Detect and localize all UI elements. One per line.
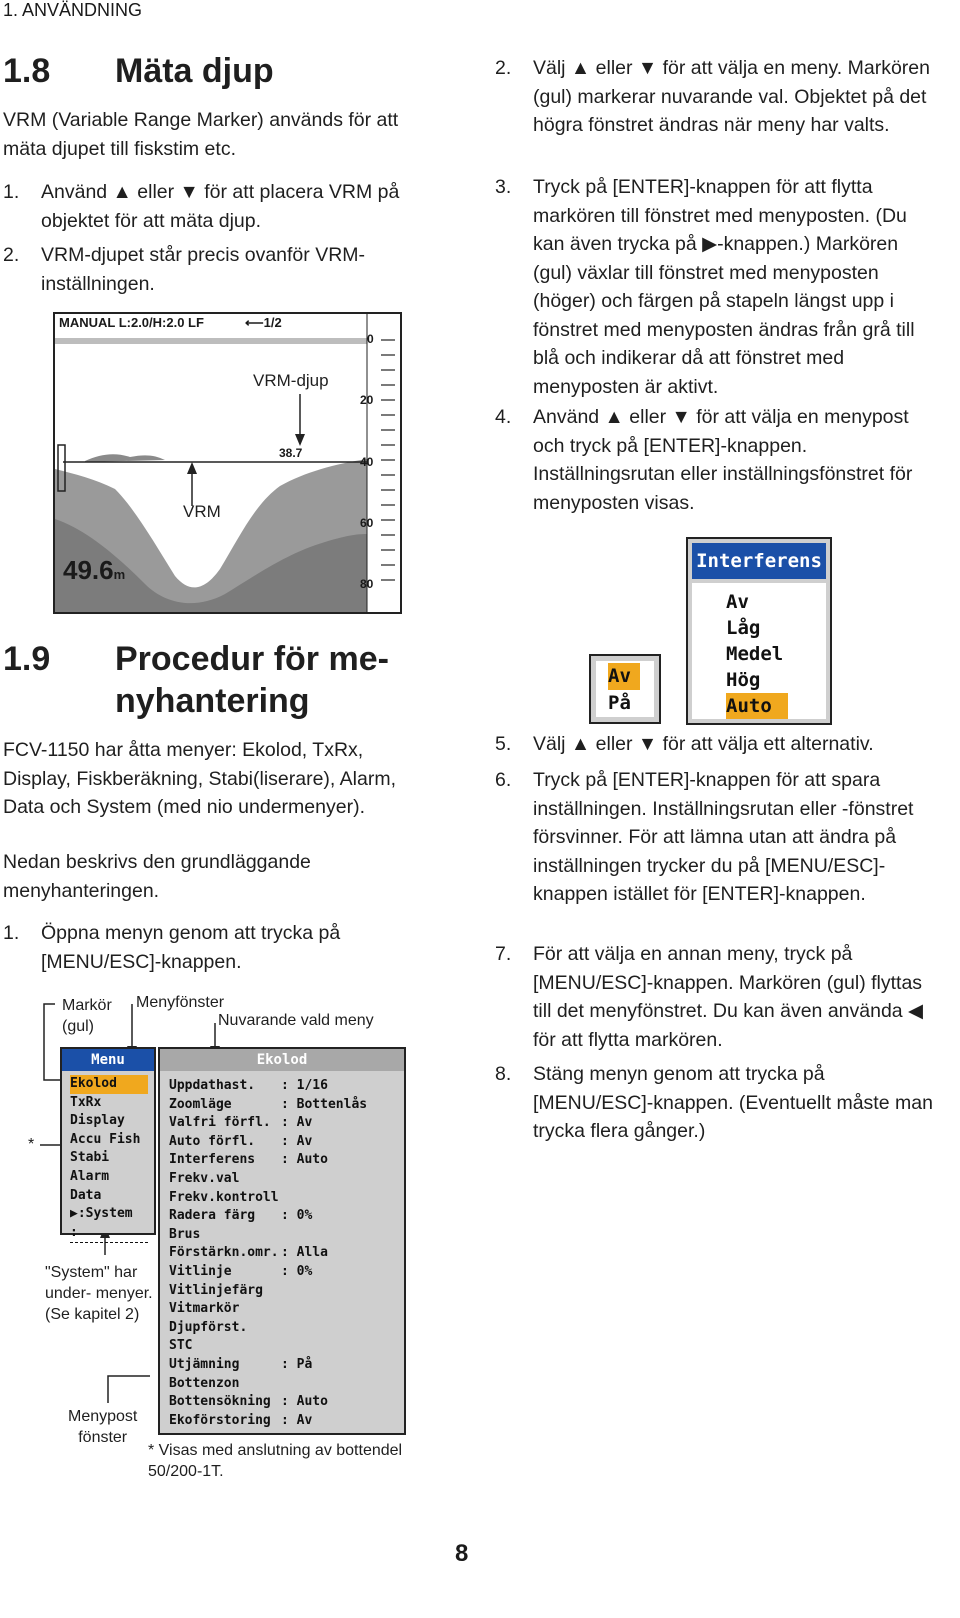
- item-value: : Bottenlås: [281, 1096, 368, 1112]
- item-name: Utjämning: [169, 1356, 240, 1372]
- step-number: 5.: [495, 733, 512, 755]
- page-number: 8: [455, 1540, 469, 1567]
- r-step-8: [495, 1060, 935, 1150]
- step-text: Tryck på [ENTER]-knappen för att spara inställningen. Inställningsrutan eller -fönstret försvinner. För att lämna utan att ändra på inställningen trycker du på [MENU/ESC]-knappen istället för [ENTER]-knappen.: [533, 769, 914, 905]
- s18-step-2: [3, 241, 443, 301]
- scale-60: 60: [360, 516, 374, 530]
- r-step-5: [495, 730, 935, 762]
- ekolod-item[interactable]: [169, 1114, 404, 1133]
- step-text: Välj ▲ eller ▼ för att välja ett alternativ.: [533, 733, 874, 755]
- option-av[interactable]: Av: [608, 663, 640, 690]
- ekolod-item[interactable]: [169, 1077, 404, 1096]
- option-hog[interactable]: Hög: [726, 669, 761, 691]
- ekolod-item[interactable]: [169, 1096, 404, 1115]
- item-name: Bottensökning: [169, 1394, 271, 1410]
- r-step-4: [495, 403, 935, 518]
- s19-step-1: [3, 919, 443, 979]
- s18-step-1: [3, 178, 443, 238]
- section-title-line1: Procedur för me-: [115, 640, 389, 678]
- ekolod-item[interactable]: [169, 1337, 404, 1356]
- step-number: 1.: [3, 922, 20, 944]
- item-value: : 0%: [281, 1208, 313, 1224]
- ekolod-item[interactable]: [169, 1412, 404, 1431]
- menu-item-system[interactable]: ▶:System :: [70, 1205, 148, 1243]
- step-text: Använd ▲ eller ▼ för att placera VRM på objektet för att mäta djup.: [41, 181, 400, 232]
- interferens-list: [692, 583, 826, 719]
- option-medel[interactable]: Medel: [726, 643, 784, 665]
- item-name: Vitlinje: [169, 1263, 232, 1279]
- section-1-9-heading: [3, 638, 443, 728]
- onoff-list: [596, 661, 654, 717]
- ekolod-item-list: [160, 1071, 404, 1430]
- ekolod-item[interactable]: [169, 1244, 404, 1263]
- depth-value: 49.6: [63, 555, 114, 585]
- r-step-6: [495, 766, 935, 938]
- item-name: Interferens: [169, 1152, 256, 1168]
- item-name: Radera färg: [169, 1208, 256, 1224]
- figure-footnote: * Visas med anslutning av bottendel 50/200-1T.: [148, 1442, 403, 1480]
- step-text: Tryck på [ENTER]-knappen för att flytta markören till fönstret med menyposten. (Du kan även trycka på ▶-knappen.) Markören (gul) växlar till fönstret med menyposten (höger) och färgen på stapeln längst upp i fönstret med menyposten ändras från grå till blå och indikerar då att fönstret med menyposten är aktivt.: [533, 176, 915, 398]
- step-text: Välj ▲ eller ▼ för att välja en meny. Markören (gul) markerar nuvarande val. Objektet på det högra fönstret ändras när meny har valts.: [533, 57, 930, 136]
- ekolod-item[interactable]: [169, 1151, 404, 1170]
- step-number: 4.: [495, 406, 512, 428]
- ekolod-item[interactable]: [169, 1226, 404, 1245]
- item-name: Djupförst.: [169, 1319, 248, 1335]
- section-number: 1.9: [3, 640, 51, 678]
- label-item-window: Menypost fönster: [68, 1408, 138, 1446]
- depth-unit: m: [113, 567, 126, 582]
- chapter-header: 1. ANVÄNDNING: [3, 0, 143, 20]
- item-value: : 0%: [281, 1263, 313, 1279]
- item-name: Zoomläge: [169, 1096, 232, 1112]
- interferens-window: [686, 537, 832, 725]
- section-1-9-para2: Nedan beskrivs den grundläggande menyhanteringen.: [3, 851, 311, 902]
- option-lag[interactable]: Låg: [726, 617, 761, 639]
- step-number: 8.: [495, 1063, 512, 1085]
- item-value: : Av: [281, 1115, 313, 1131]
- ekolod-window-title: Ekolod: [160, 1049, 404, 1071]
- depth-readout: [63, 555, 125, 586]
- item-value: : Av: [281, 1412, 313, 1428]
- scale-0: 0: [367, 332, 374, 346]
- step-number: 7.: [495, 943, 512, 965]
- menu-window-title: Menu: [62, 1049, 154, 1071]
- item-value: : Auto: [281, 1394, 328, 1410]
- scale-80: 80: [360, 577, 374, 591]
- section-title: Mäta djup: [115, 52, 274, 90]
- item-name: Vitmarkör: [169, 1301, 240, 1317]
- ekolod-item[interactable]: [169, 1189, 404, 1208]
- ekolod-item[interactable]: [169, 1319, 404, 1338]
- step-number: 6.: [495, 769, 512, 791]
- item-name: Frekv.val: [169, 1170, 240, 1186]
- menu-item-display[interactable]: Display: [70, 1113, 125, 1129]
- ekolod-item[interactable]: [169, 1170, 404, 1189]
- ekolod-item[interactable]: [169, 1263, 404, 1282]
- section-1-8-intro: VRM (Variable Range Marker) används för att mäta djupet till fiskstim etc.: [3, 109, 399, 160]
- ekolod-item-window: [158, 1047, 406, 1435]
- vrm-value: 38.7: [279, 446, 303, 460]
- r-step-7: [495, 940, 935, 1055]
- menu-item-ekolod[interactable]: Ekolod: [70, 1075, 148, 1094]
- step-number: 1.: [3, 181, 20, 203]
- r-step-3: [495, 173, 935, 403]
- ekolod-item[interactable]: [169, 1375, 404, 1394]
- step-text: För att välja en annan meny, tryck på [MENU/ESC]-knappen. Markören (gul) flyttas till det menyfönstret. Du kan även använda ◀ för att flytta markören.: [533, 943, 924, 1051]
- step-text: Stäng menyn genom att trycka på [MENU/ESC]-knappen. (Eventuellt måste man trycka flera gånger.): [533, 1063, 933, 1142]
- section-title-line2: nyhantering: [115, 682, 310, 720]
- step-text: VRM-djupet står precis ovanför VRM-inställningen.: [41, 244, 366, 295]
- item-name: Frekv.kontroll: [169, 1189, 279, 1205]
- ekolod-item[interactable]: [169, 1300, 404, 1319]
- step-text: Öppna menyn genom att trycka på [MENU/ESC]-knappen.: [41, 922, 341, 973]
- step-number: 2.: [3, 244, 20, 266]
- ekolod-item[interactable]: [169, 1207, 404, 1226]
- menu-item-txrx[interactable]: TxRx: [70, 1094, 102, 1110]
- item-name: Bottenzon: [169, 1375, 240, 1391]
- item-value: : Av: [281, 1133, 313, 1149]
- option-av[interactable]: Av: [726, 591, 749, 613]
- step-text: Använd ▲ eller ▼ för att välja en menypost och tryck på [ENTER]-knappen. Inställningsrutan eller inställningsfönstret för menyposten visas.: [533, 406, 913, 514]
- step-number: 3.: [495, 176, 512, 198]
- echogram-display: [53, 312, 402, 614]
- label-asterisk: *: [28, 1136, 35, 1153]
- label-menu-window: Menyfönster: [136, 994, 225, 1011]
- menu-item-accu-fish[interactable]: Accu Fish: [70, 1131, 141, 1147]
- option-pa[interactable]: På: [608, 692, 631, 714]
- item-name: Auto förfl.: [169, 1133, 256, 1149]
- item-name: STC: [169, 1338, 193, 1354]
- item-value: : Auto: [281, 1152, 328, 1168]
- ekolod-item[interactable]: [169, 1282, 404, 1301]
- echo-status: MANUAL L:2.0/H:2.0 LF: [59, 315, 204, 330]
- r-step-2: [495, 54, 935, 169]
- item-name: Förstärkn.omr.: [169, 1245, 279, 1261]
- label-current-menu: Nuvarande vald meny: [218, 1012, 374, 1029]
- ekolod-item[interactable]: [169, 1133, 404, 1152]
- item-name: Valfri förfl.: [169, 1115, 271, 1131]
- item-name: Ekoförstoring: [169, 1412, 271, 1428]
- label-system-submenus: "System" har under- menyer. (Se kapitel 2): [45, 1264, 153, 1323]
- section-number: 1.8: [3, 52, 51, 90]
- echo-shift: ⟵1/2: [245, 315, 282, 330]
- interferens-title: Interferens: [692, 543, 826, 579]
- menu-item-data[interactable]: Data: [70, 1187, 102, 1203]
- menu-window: [60, 1047, 156, 1240]
- label-vrm-depth: VRM-djup: [253, 371, 329, 390]
- menu-item-alarm[interactable]: Alarm: [70, 1168, 110, 1184]
- item-value: : På: [281, 1356, 313, 1372]
- scale-40: 40: [360, 455, 374, 469]
- scale-20: 20: [360, 393, 374, 407]
- section-1-9-para1: FCV-1150 har åtta menyer: Ekolod, TxRx, Display, Fiskberäkning, Stabi(liserare), Alarm, Data och System (med nio undermenyer).: [3, 739, 397, 818]
- item-name: Brus: [169, 1226, 201, 1242]
- label-vrm: VRM: [183, 502, 221, 521]
- section-1-8-heading: [3, 50, 443, 92]
- step-number: 2.: [495, 57, 512, 79]
- option-auto[interactable]: Auto: [726, 693, 788, 719]
- label-cursor: Markör (gul): [62, 997, 112, 1035]
- item-value: : Alla: [281, 1245, 328, 1261]
- item-value: : 1/16: [281, 1078, 328, 1093]
- ekolod-item[interactable]: [169, 1356, 404, 1375]
- onoff-setting-box: [589, 654, 661, 724]
- ekolod-item[interactable]: [169, 1393, 404, 1412]
- menu-list: [62, 1071, 154, 1243]
- item-name: Uppdathast.: [169, 1078, 256, 1093]
- item-name: Vitlinjefärg: [169, 1282, 263, 1298]
- menu-item-stabi[interactable]: Stabi: [70, 1150, 110, 1166]
